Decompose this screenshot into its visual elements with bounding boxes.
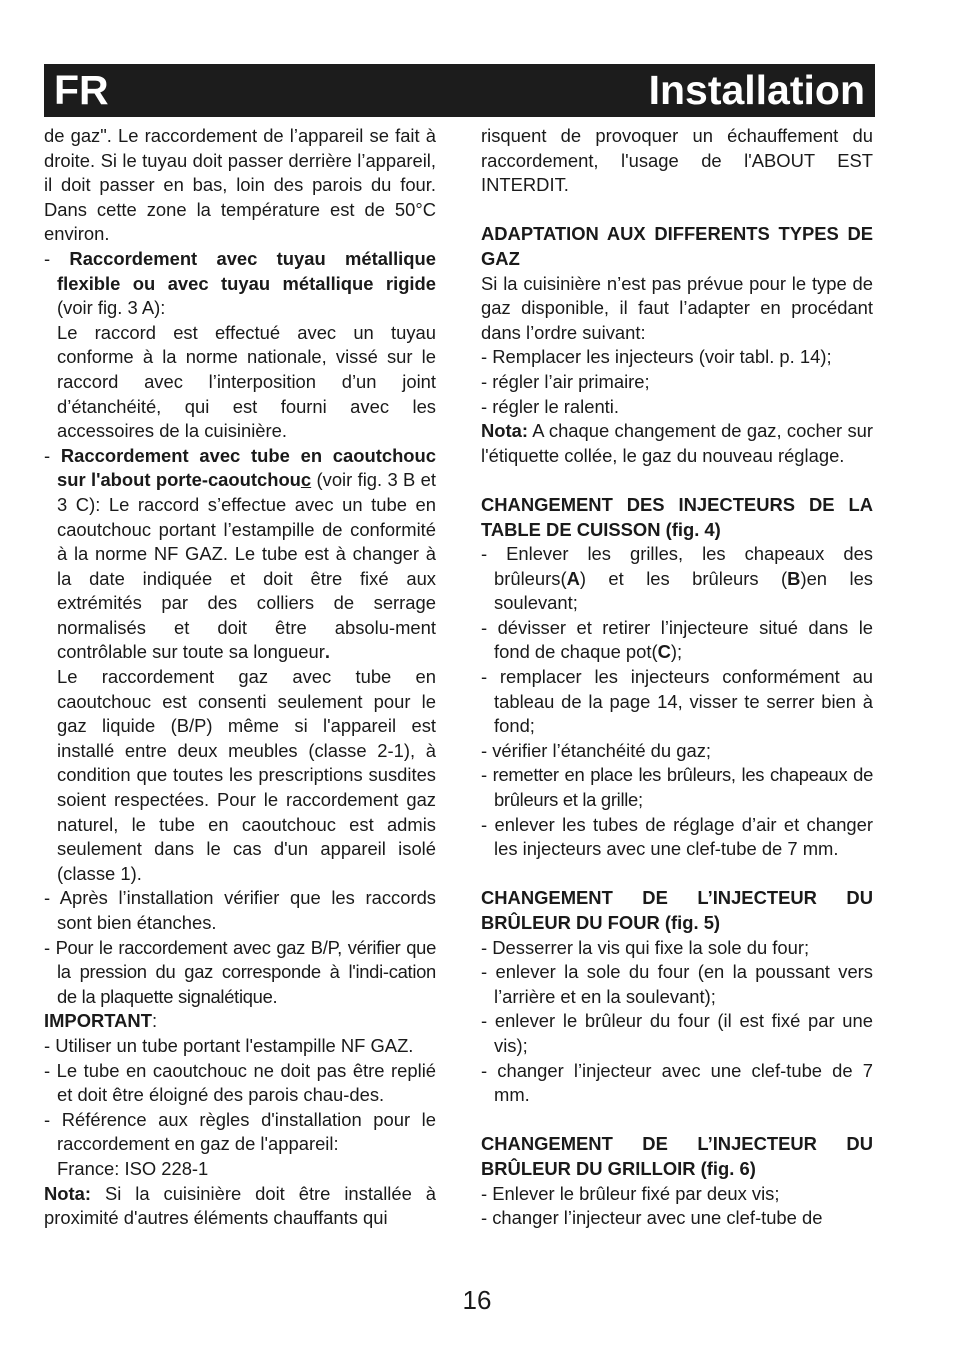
- list-item: - Raccordement avec tube en caoutchouc sur l'about porte-caoutchouc (voir fig. 3 B et 3 C): Le raccord s’effectue avec un tube en caoutchouc portant l’estampille de conformité à la norme NF GAZ. Le tube est à changer à la date indiquée et doit être fixé aux extrémités par des colliers de serrage normalisés et doit être absolu-ment contrôlable sur toute sa longueur.: [44, 444, 437, 663]
- section-heading: CHANGEMENT DE L’INJECTEUR DU BRÛLEUR DU GRILLOIR (fig. 6): [481, 1133, 873, 1179]
- list-item: - régler le ralenti.: [481, 395, 619, 417]
- list-item: - vérifier l’étanchéité du gaz;: [481, 739, 712, 761]
- left-column: [44, 124, 436, 1231]
- paragraph: risquent de provoquer un échauffement du raccordement, l'usage de l'ABOUT EST INTERDIT.: [481, 125, 873, 196]
- list-item: - dévisser et retirer l’injecteure situé dans le fond de chaque pot(C);: [481, 616, 874, 663]
- list-item: - régler l’air primaire;: [481, 370, 650, 392]
- paragraph: Le raccord est effectué avec un tuyau conforme à la norme nationale, vissé sur le raccord avec l’interposition d’un joint d’étanchéité, qui est fourni avec les accessoires de la cuisinière.: [57, 321, 436, 442]
- list-item: - changer l’injecteur avec une clef-tube de 7 mm.: [481, 1059, 873, 1106]
- header-bar: [44, 64, 875, 117]
- list-item: - changer l’injecteur avec une clef-tube de: [481, 1207, 823, 1229]
- list-item: - remplacer les injecteurs conformément au tableau de la page 14, visser te serrer bien à fond;: [481, 666, 873, 737]
- list-item: - enlever les tubes de réglage d’air et changer les injecteurs avec une clef-tube de 7 mm.: [481, 813, 874, 860]
- list-item: - Référence aux règles d'installation pour le raccordement en gaz de l'appareil:: [44, 1108, 436, 1155]
- list-item: - Enlever les grilles, les chapeaux des brûleurs(A) et les brûleurs (B)en les soulevant;: [481, 543, 873, 614]
- list-item: - Enlever le brûleur fixé par deux vis;: [481, 1182, 780, 1204]
- language-label: FR: [54, 67, 109, 113]
- paragraph: Le raccordement gaz avec tube en caoutchouc est consenti seulement pour le gaz liquide (B/P) même si l'appareil est installé entre deux meubles (classe 2-1), à condition que toutes les prescriptions susdites soient respectées. Pour le raccordement gaz naturel, le tube en caoutchouc est admis seulement dans le cas d'un appareil isolé (classe 1).: [57, 666, 436, 884]
- list-item: - Utiliser un tube portant l'estampille NF GAZ.: [44, 1034, 414, 1056]
- list-item: - Après l’installation vérifier que les raccords sont bien étanches.: [44, 887, 436, 933]
- section-heading: ADAPTATION AUX DIFFERENTS TYPES DE GAZ: [481, 223, 873, 269]
- nota: Nota: Si la cuisinière doit être installée à proximité d'autres éléments chauffants qui: [44, 1182, 436, 1229]
- list-item: - Remplacer les injecteurs (voir tabl. p. 14);: [481, 346, 832, 368]
- page-title: Installation: [648, 67, 865, 113]
- section-heading: CHANGEMENT DES INJECTEURS DE LA TABLE DE CUISSON (fig. 4): [481, 493, 873, 540]
- section-heading: CHANGEMENT DE L’INJECTEUR DU BRÛLEUR DU FOUR (fig. 5): [481, 887, 873, 933]
- list-item: - remetter en place les brûleurs, les chapeaux de brûleurs et la grille;: [481, 764, 873, 811]
- right-column: [481, 124, 873, 1231]
- page-number: 16: [462, 1285, 492, 1315]
- list-item: - enlever le brûleur du four (il est fixé par une vis);: [481, 1010, 873, 1056]
- paragraph: France: ISO 228-1: [57, 1157, 209, 1179]
- paragraph: Si la cuisinière n’est pas prévue pour le type de gaz disponible, il faut l’adapter en procédant dans l’ordre suivant:: [481, 272, 873, 343]
- list-item: - Raccordement avec tuyau métallique flexible ou avec tuyau métallique rigide (voir fig. 3 A):: [44, 247, 436, 319]
- important-heading: IMPORTANT:: [44, 1010, 158, 1032]
- list-item: - Desserrer la vis qui fixe la sole du four;: [481, 936, 810, 958]
- list-item: - Pour le raccordement avec gaz B/P, vérifier que la pression du gaz corresponde à l'indi-cation de la plaquette signalétique.: [44, 936, 436, 1007]
- list-item: - enlever la sole du four (en la poussant vers l’arrière et en la soulevant);: [481, 961, 873, 1007]
- nota: Nota: A chaque changement de gaz, cocher sur l'étiquette collée, le gaz du nouveau réglage.: [481, 420, 873, 466]
- paragraph: de gaz". Le raccordement de l’appareil se fait à droite. Si le tuyau doit passer derrière l’appareil, il doit passer en bas, loin des parois du four. Dans cette zone la température est de 50°C environ.: [44, 125, 436, 245]
- list-item: - Le tube en caoutchouc ne doit pas être replié et doit être éloigné des parois chau-des.: [44, 1059, 437, 1106]
